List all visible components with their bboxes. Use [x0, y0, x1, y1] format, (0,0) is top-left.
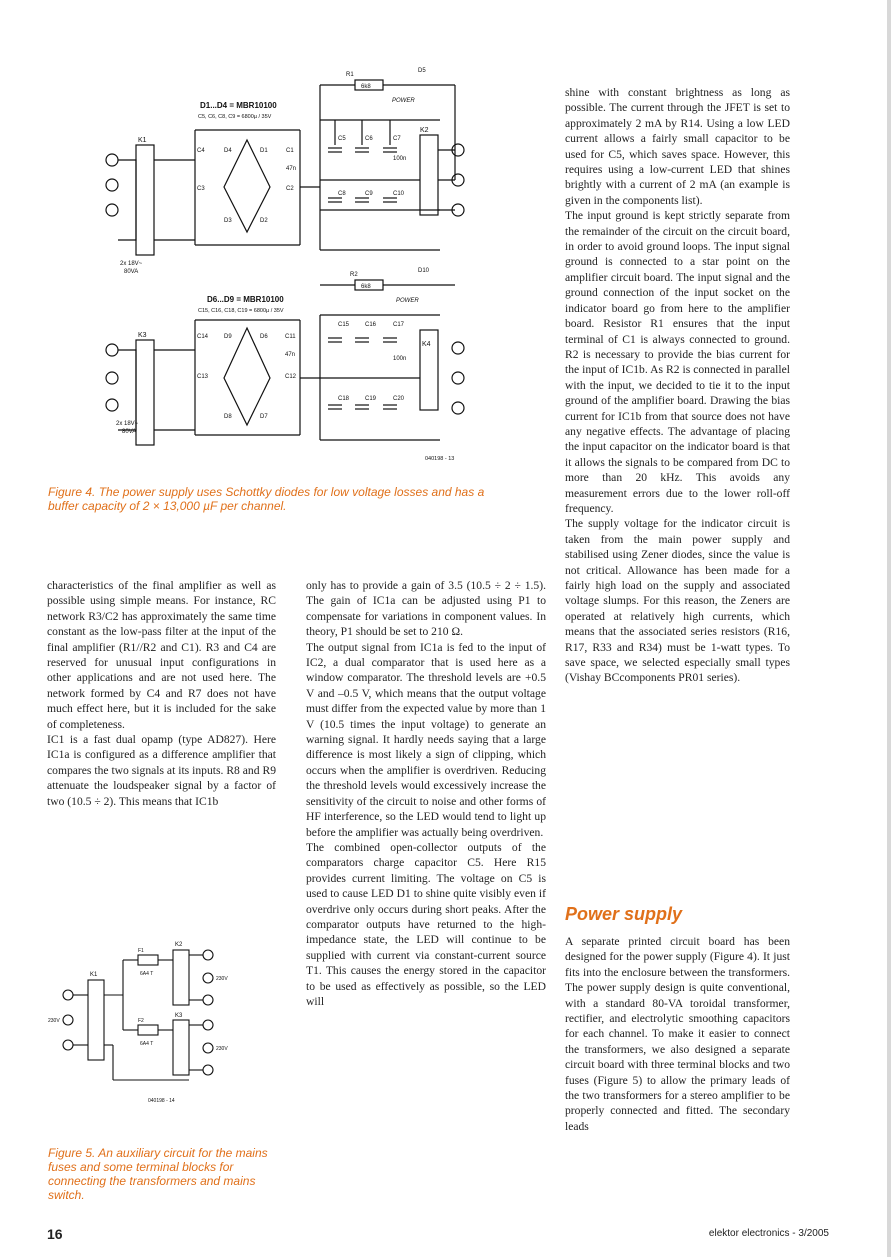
d2-label: D2 [260, 218, 268, 224]
f5-code: 040198 - 14 [148, 1098, 175, 1104]
r1-label: R1 [346, 72, 354, 78]
c1-value: 47n [286, 166, 297, 172]
f5-f1: F1 [138, 948, 144, 954]
c11-label: C11 [285, 334, 296, 340]
paragraph: characteristics of the final amplifier as well as possible using simple means. For instance, RC network R3/C2 has approximately the same time constant as the low-pass filter at the input of the final amplifier (R1//R2 and C1). R3 and C4 are reserved for unusual input configurations in other applications and are not used here. The network formed by C4 and R7 does not have much effect here, but it is included for the sake of completeness. [47, 579, 276, 731]
d1-label: D1 [260, 148, 268, 154]
transformer-top: 2x 18V~ [120, 261, 143, 267]
c18-label: C18 [338, 396, 350, 402]
c13-label: C13 [197, 374, 209, 380]
c1-label: C1 [286, 148, 294, 154]
paragraph: only has to provide a gain of 3.5 (10.5 ÷ 2 ÷ 1.5). The gain of IC1a can be adjusted using P1 to compensate for variations in component values. In theory, P1 should be set to 210 Ω. [306, 579, 546, 639]
figure5-caption: Figure 5. An auxiliary circuit for the mains fuses and some terminal blocks for connecting the transformers and mains switch. [48, 1146, 268, 1202]
k2-label: K2 [420, 127, 429, 134]
paragraph: The supply voltage for the indicator circuit is taken from the main power supply and stabilised using Zener diodes, since the value is not critical. Allowance has been made for a fairly high load on the supply and associated voltage slumps. For this reason, the Zeners are operated at relatively high currents, which means that the associated series resistors (R16, R17, R33 and R34) must be 1-watt types. To save space, we selected especially small types (Vishay BCcomponents PR01 series). [565, 517, 790, 685]
c7-label: C7 [393, 136, 401, 142]
c12-label: C12 [285, 374, 297, 380]
f5-v-out2: 230V [216, 1046, 228, 1052]
f5-v-in: 230V [48, 1018, 60, 1024]
figure5-schematic [48, 920, 263, 1140]
f5-k1: K1 [90, 972, 98, 978]
c3-label: C3 [197, 186, 205, 192]
top-title: D1...D4 = MBR10100 [200, 101, 277, 110]
c16-label: C16 [365, 322, 377, 328]
d4-label: D4 [224, 148, 232, 154]
f5-f2-value: 6A4 T [140, 1041, 154, 1047]
f5-v-out1: 230V [216, 976, 228, 982]
c17-value: 100n [393, 356, 407, 362]
page-number: 16 [47, 1226, 63, 1242]
power-label-top: POWER [392, 98, 415, 104]
va-bot: 80VA [122, 429, 137, 435]
paragraph: shine with constant brightness as long as possible. The current through the JFET is set to approximately 2 mA by R14. Using a low LED current allows a fairly small capacitor to be used for C5, which saves space. However, this requires using a low-current LED that shines brightly with a current of 2 mA (an example is given in the components list). [565, 86, 790, 207]
c19-label: C19 [365, 396, 377, 402]
paragraph: The combined open-collector outputs of the comparators charge capacitor C5. Here R15 provides current limiting. The voltage on C5 is used to cause LED D1 to shine quite visibly even if overdrive only occurs during short peaks. After the comparator outputs have returned to the high-impedance state, the LED will continue to be supplied with current via constant-current source T1. This causes the energy stored in the capacitor to be used as effectively as possible, so the LED will [306, 840, 546, 1008]
d5-label: D5 [418, 68, 426, 74]
r2-value: 6k8 [361, 284, 371, 290]
bot-caps-note: C15, C16, C18, C19 = 6800µ / 35V [198, 308, 284, 314]
page-edge [887, 0, 891, 1257]
column-3-continued [565, 934, 790, 1134]
d8-label: D8 [224, 414, 232, 420]
k3-label: K3 [138, 332, 147, 339]
d3-label: D3 [224, 218, 232, 224]
column-1 [47, 578, 276, 809]
c5-label: C5 [338, 136, 346, 142]
power-label-bot: POWER [396, 298, 419, 304]
paragraph: IC1 is a fast dual opamp (type AD827). Here IC1a is configured as a difference amplifier that compares the two signals at its inputs. R8 and R9 attenuate the loudspeaker signal by a factor of two (10.5 ÷ 2). This means that IC1b [47, 733, 276, 808]
d6-label: D6 [260, 334, 268, 340]
top-caps-note: C5, C6, C8, C9 = 6800µ / 35V [198, 114, 272, 120]
c9-label: C9 [365, 191, 373, 197]
d9-label: D9 [224, 334, 232, 340]
c4-label: C4 [197, 148, 205, 154]
paragraph: A separate printed circuit board has been designed for the power supply (Figure 4). It just fits into the enclosure between the transformers. The power supply design is quite conventional, with a standard 80-VA toroidal transformer, rectifier, and electrolytic smoothing capacitors for each channel. To make it easier to connect the transformers, we also designed a separate circuit board with three terminal blocks and two fuses (Figure 5) to allow the primary leads of the two transformers for a stereo amplifier to be properly connected and fitted. The secondary leads [565, 935, 790, 1133]
c6-label: C6 [365, 136, 373, 142]
column-3 [565, 85, 790, 686]
paragraph: The output signal from IC1a is fed to the input of IC2, a dual comparator that is used here as a window comparator. The threshold levels are +0.5 V and –0.5 V, which means that the output voltage must differ from the expected value by more than 1 V (10.5 times the input voltage) to generate an warning signal. It hardly needs saying that a large difference is most likely a sign of clipping, which occurs when the amplifier is overdriven. Reducing the threshold levels would excessively increase the sensitivity of the circuit to noise and other forms of HF interference, so the LED would tend to light up before the amplifier was actually being overdriven. [306, 640, 546, 839]
d7-label: D7 [260, 414, 268, 420]
r2-label: R2 [350, 272, 358, 278]
c7-value: 100n [393, 156, 407, 162]
r1-value: 6k8 [361, 84, 371, 90]
va-top: 80VA [124, 269, 139, 275]
f5-f2: F2 [138, 1018, 144, 1024]
bot-title: D6...D9 = MBR10100 [207, 295, 284, 304]
section-heading: Power supply [565, 904, 683, 924]
figure4-caption: Figure 4. The power supply uses Schottky diodes for low voltage losses and has a buffer capacity of 2 × 13,000 µF per channel. [48, 485, 485, 513]
c11-value: 47n [285, 352, 296, 358]
c20-label: C20 [393, 396, 405, 402]
paragraph: The input ground is kept strictly separate from the remainder of the circuit on the circuit board, in order to avoid ground loops. The input signal ground is connected to a star point on the amplifier circuit board. The input signal and the ground connection of the input socket on the indicator board go from here to the amplifier board. Resistor R1 ensures that the input terminal of C1 is always connected to ground. R2 is necessary to provide the bias current for the input of IC1b. As R2 is connected in parallel with the input, we decided to tie it to the input ground of the amplifier board. Drawing the bias current for IC1b from that source does not have any negative effects. The advantage of placing the input capacitor on the indicator board is that it allows the signals to be compared from DC to more than 20 kHz. This avoids any measurement errors due to the lower roll-off frequency. [565, 209, 790, 515]
c15-label: C15 [338, 322, 350, 328]
c14-label: C14 [197, 334, 209, 340]
k1-label: K1 [138, 137, 147, 144]
f5-k2: K2 [175, 942, 183, 948]
figure4-code: 040198 - 13 [425, 456, 455, 462]
f5-k3: K3 [175, 1013, 183, 1019]
figure4-schematic [100, 60, 500, 480]
c17-label: C17 [393, 322, 405, 328]
column-2 [306, 578, 546, 1009]
c2-label: C2 [286, 186, 294, 192]
f5-f1-value: 6A4 T [140, 971, 154, 977]
d10-label: D10 [418, 268, 430, 274]
c8-label: C8 [338, 191, 346, 197]
k4-label: K4 [422, 341, 431, 348]
transformer-bot: 2x 18V~ [116, 421, 139, 427]
magazine-footer: elektor electronics - 3/2005 [708, 1228, 829, 1239]
c10-label: C10 [393, 191, 405, 197]
